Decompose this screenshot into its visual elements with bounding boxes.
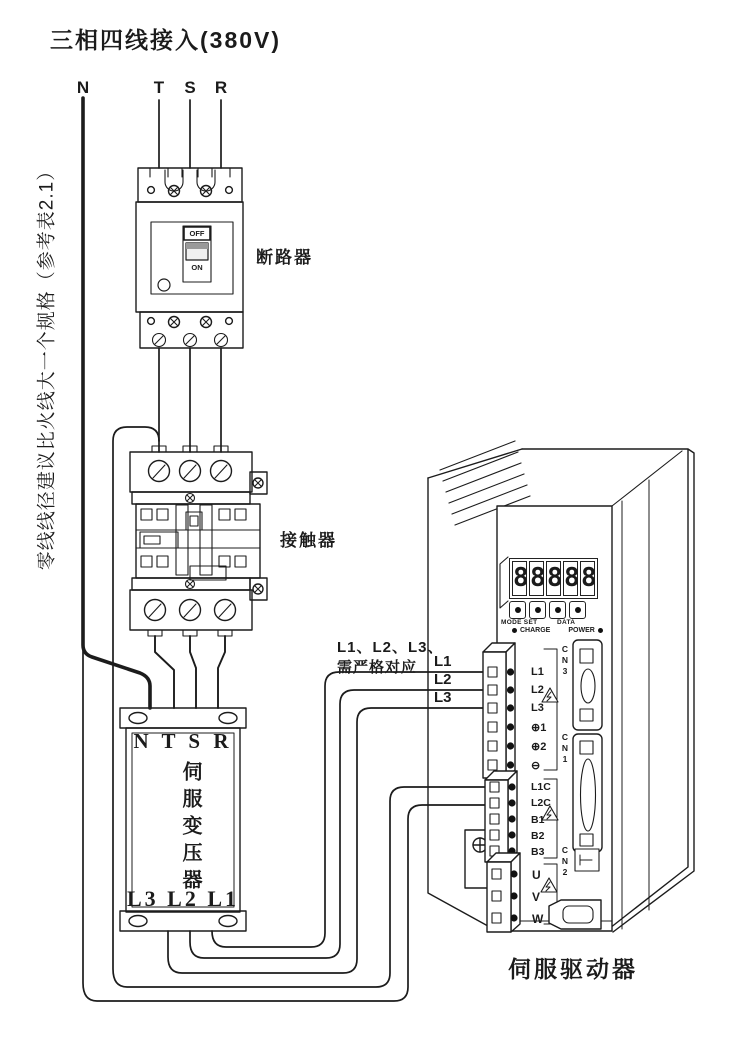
wire-note-line1: L1、L2、L3、 bbox=[337, 639, 444, 656]
set-button bbox=[529, 601, 546, 619]
transformer-name: 伺服变压器 bbox=[179, 761, 201, 896]
transformer-bottom-terminals: L3 L2 L1 bbox=[126, 886, 240, 911]
supply-label-n: N bbox=[76, 78, 90, 97]
wire-tag-l1: L1 bbox=[434, 653, 452, 670]
terminal-label-plus2: ⊕2 bbox=[531, 741, 547, 753]
supply-label-s: S bbox=[184, 78, 196, 97]
display-digit: 8 bbox=[529, 561, 544, 596]
data-button bbox=[569, 601, 586, 619]
charge-label: CHARGE bbox=[520, 627, 551, 634]
terminal-label-plus1: ⊕1 bbox=[531, 722, 547, 734]
terminal-label-minus: ⊖ bbox=[531, 760, 541, 772]
contactor-to-transformer-wires bbox=[155, 636, 225, 708]
display-digit: 8 bbox=[512, 561, 527, 596]
terminal-label-u: U bbox=[532, 868, 541, 882]
terminal-label-l3: L3 bbox=[531, 702, 544, 714]
terminal-label-l1: L1 bbox=[531, 666, 544, 678]
terminal-label-b3: B3 bbox=[531, 846, 545, 858]
terminal-label-l2c: L2C bbox=[531, 797, 551, 809]
connector-cn2-label: CN2 bbox=[560, 845, 570, 878]
connector-cn1-label: CN1 bbox=[560, 732, 570, 765]
breaker-on-label: ON bbox=[191, 263, 203, 272]
supply-label-r: R bbox=[214, 78, 228, 97]
display-digit: 8 bbox=[563, 561, 578, 596]
button-dot-icon bbox=[535, 607, 541, 613]
display-digit: 8 bbox=[546, 561, 561, 596]
terminal-label-v: V bbox=[532, 890, 541, 904]
driver-button-row bbox=[509, 601, 586, 619]
terminal-label-b1: B1 bbox=[531, 814, 545, 826]
charge-led-icon bbox=[512, 628, 517, 633]
seven-segment-display bbox=[509, 558, 598, 599]
status-led-row bbox=[512, 627, 603, 634]
button-dot-icon bbox=[575, 607, 581, 613]
terminal-label-l1c: L1C bbox=[531, 781, 551, 793]
up-button bbox=[549, 601, 566, 619]
breaker-figure bbox=[136, 168, 243, 348]
connector-cn3-label: CN3 bbox=[560, 644, 570, 677]
button-dot-icon bbox=[515, 607, 521, 613]
terminal-label-b2: B2 bbox=[531, 830, 545, 842]
mode-set-label: MODE SET bbox=[501, 619, 538, 626]
page-title: 三相四线接入(380V) bbox=[50, 27, 282, 53]
power-label: POWER bbox=[568, 627, 595, 634]
data-label: DATA bbox=[557, 619, 576, 626]
servo-driver-label: 伺服驱动器 bbox=[508, 956, 638, 982]
wire-note-line2: 需严格对应 bbox=[337, 659, 418, 676]
button-dot-icon bbox=[555, 607, 561, 613]
wire-l1 bbox=[212, 672, 510, 947]
terminal-label-l2: L2 bbox=[531, 684, 544, 696]
neutral-wire-note: 零线线径建议比火线大一个规格（参考表2.1） bbox=[36, 160, 58, 571]
transformer-top-terminals: N T S R bbox=[133, 729, 233, 753]
terminal-label-w: W bbox=[532, 912, 544, 926]
power-led-icon bbox=[598, 628, 603, 633]
display-digit: 8 bbox=[580, 561, 595, 596]
neutral-wire bbox=[83, 98, 150, 708]
wire-tag-l2: L2 bbox=[434, 671, 452, 688]
breaker-label: 断路器 bbox=[256, 248, 313, 267]
wire-tag-l3: L3 bbox=[434, 689, 452, 706]
contactor-figure bbox=[130, 446, 267, 636]
mode-button bbox=[509, 601, 526, 619]
breaker-off-label: OFF bbox=[189, 229, 205, 238]
contactor-label: 接触器 bbox=[280, 531, 337, 550]
supply-label-t: T bbox=[153, 78, 165, 97]
